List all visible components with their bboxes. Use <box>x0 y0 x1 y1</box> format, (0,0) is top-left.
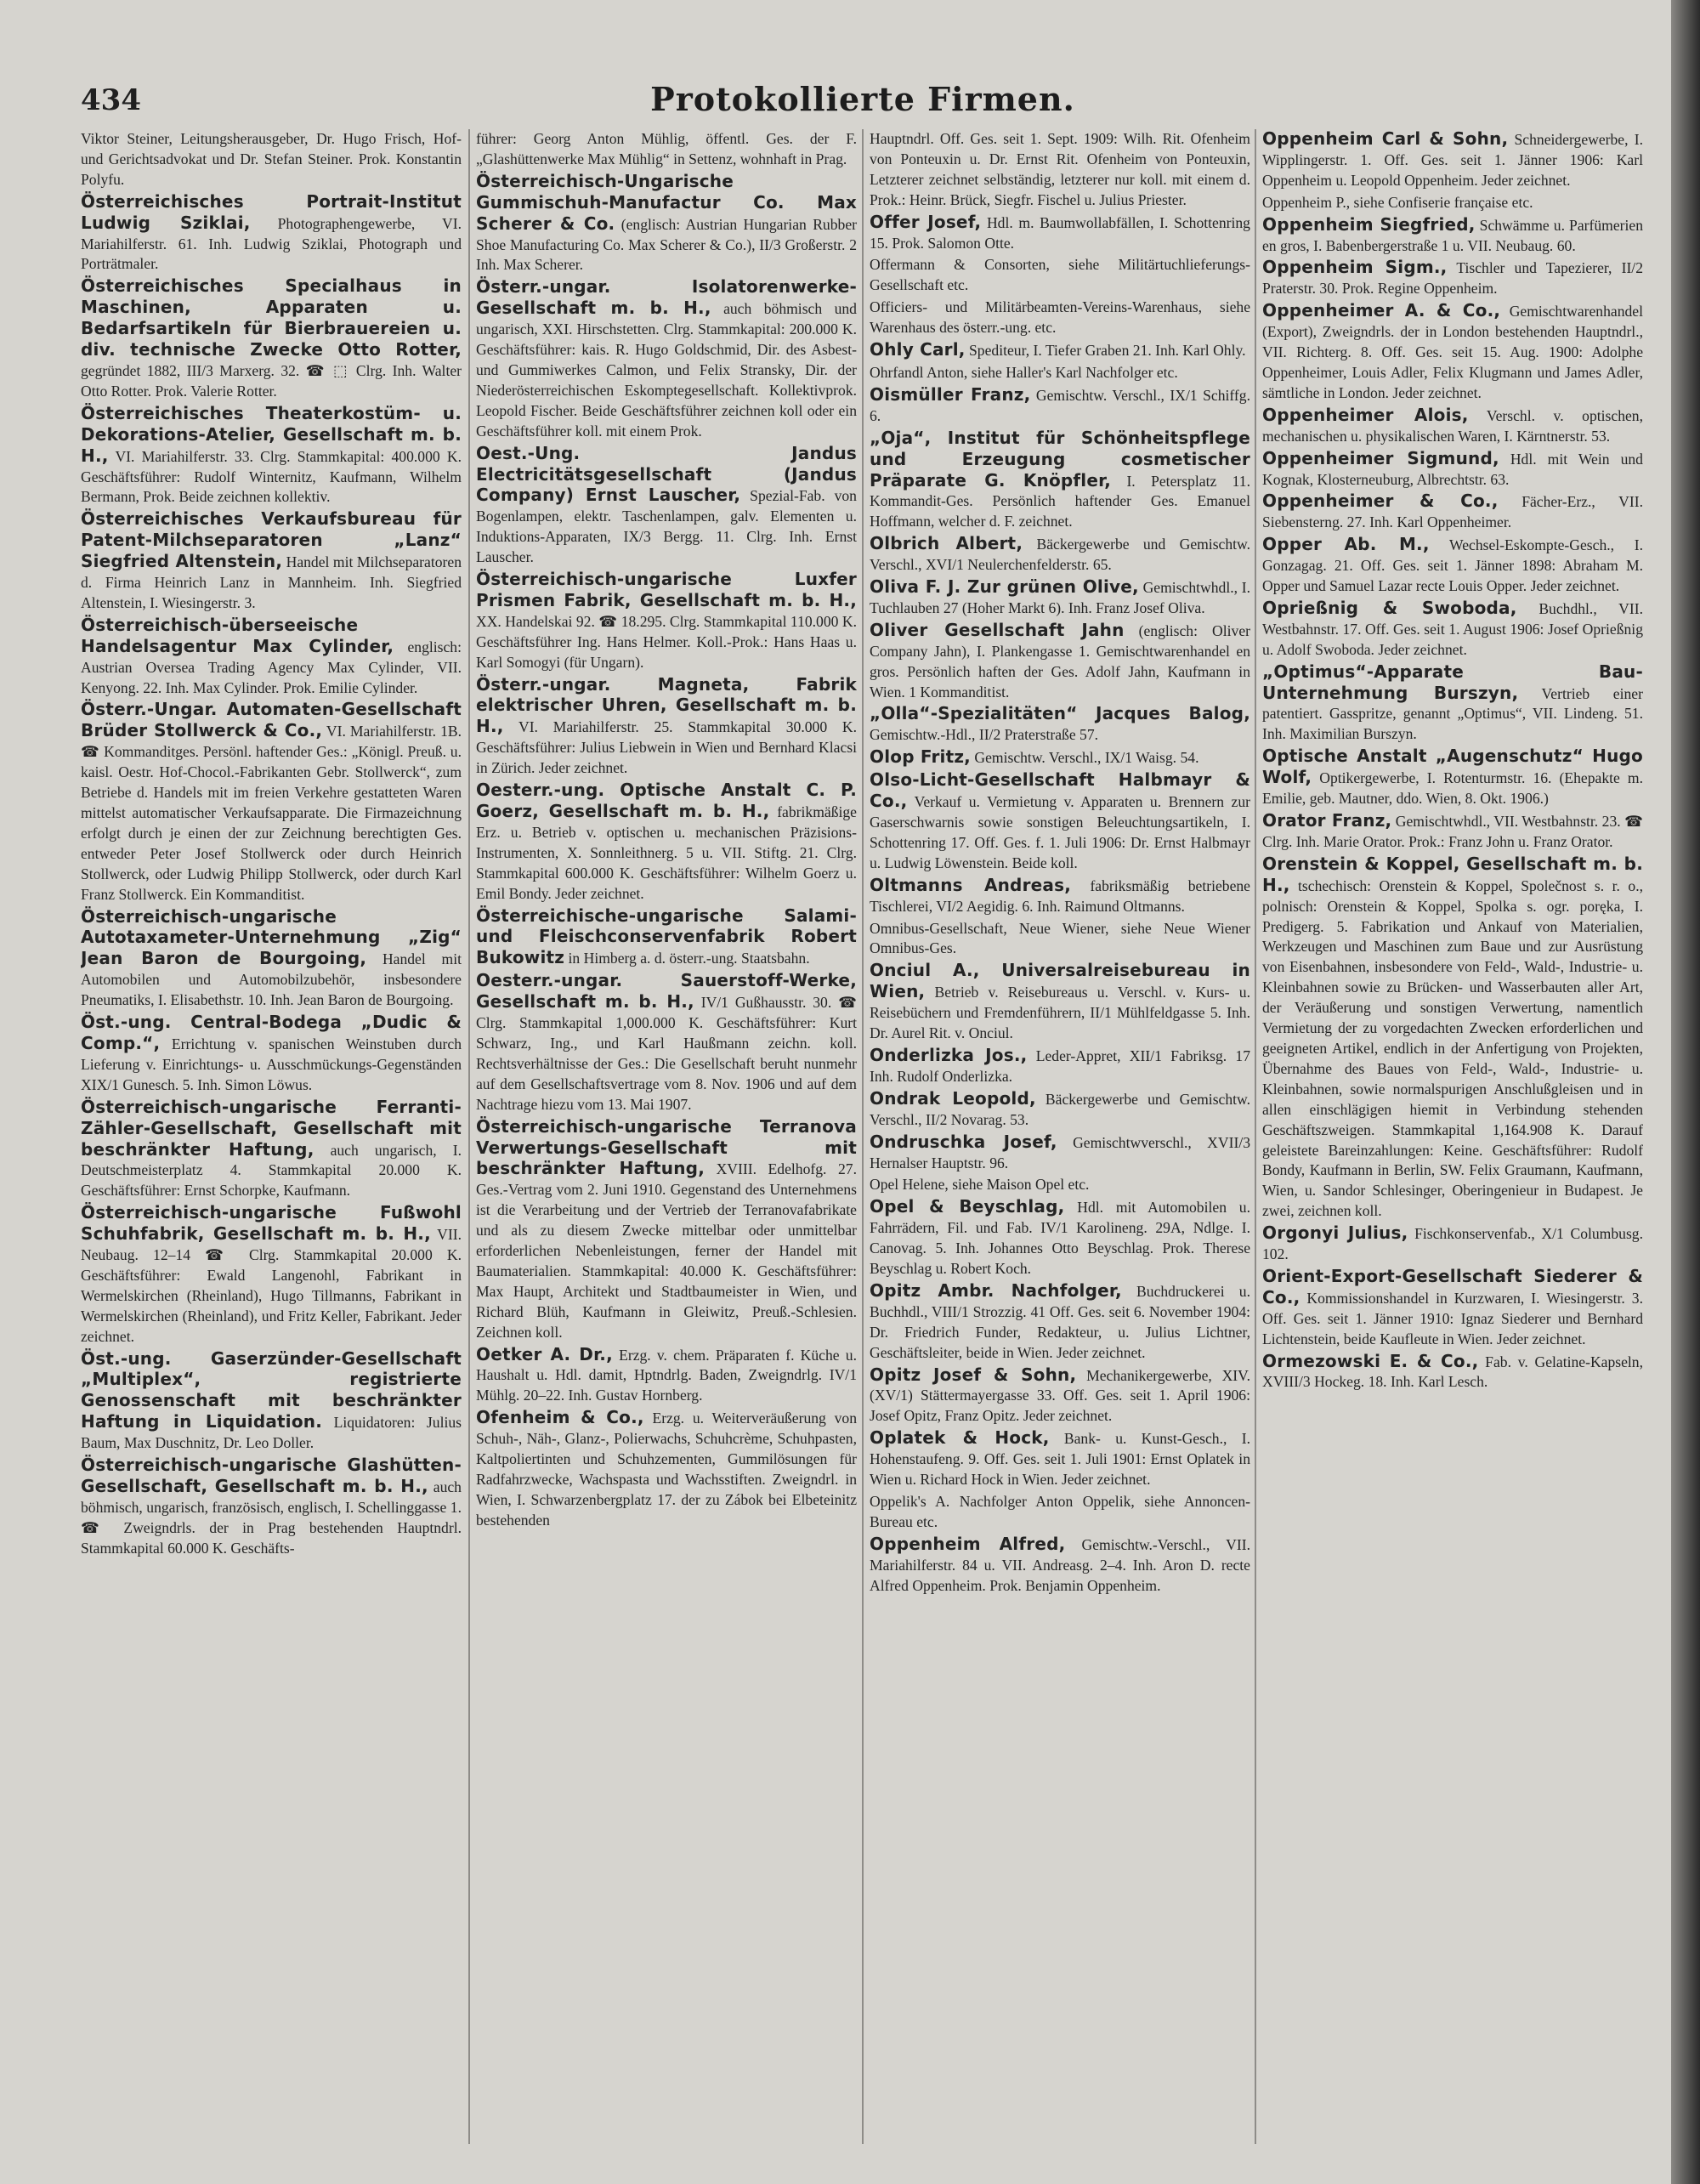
entry-text: Erzg. u. Weiterveräußerung von Schuh-, Näh-, Glanz-, Polierwachs, Schuhcrème, Schuhpasten, Kaltpoliertinten und Schuhzementen, Gummilösungen für Radfahrzwecke, Wachspasta und Wachsstiften. Zweigndrl. in Wien, I. Schwarzenbergplatz 17. der zu Zábok bei Elbeteinitz bestehenden <box>476 1410 857 1529</box>
directory-entry <box>81 907 462 1012</box>
directory-entry <box>870 428 1250 533</box>
firm-name: Onderlizka Jos., <box>870 1044 1028 1065</box>
directory-entry <box>81 1098 462 1202</box>
entry-text: (englisch: Austrian Hungarian Rubber Shoe Manufacturing Co. Max Scherer & Co.), II/3 Großerstr. 2 Inh. Max Scherer. <box>476 215 857 274</box>
firm-name: Oppenheimer Sigmund, <box>1262 447 1499 468</box>
entry-text: Spezial-Fab. von Bogenlampen, elektr. Taschenlampen, galv. Elementen u. Induktions-Apparaten, IX/3 Bergg. 11. Clrg. Inh. Ernst Lauscher. <box>476 487 857 566</box>
directory-entry <box>1262 1352 1643 1393</box>
firm-name: Oetker A. Dr., <box>476 1343 613 1364</box>
entry-text: Officiers- und Militärbeamten-Vereins-Warenhaus, siehe Warenhaus des österr.-ung. etc. <box>870 298 1250 337</box>
firm-name: Ohly Carl, <box>870 339 966 360</box>
firm-name: Orgonyi Julius, <box>1262 1222 1408 1244</box>
directory-entry <box>81 1455 462 1559</box>
firm-name: Österreichisches Theaterkostüm- u. Dekorations-Atelier, Gesellschaft m. b. H., <box>81 402 462 466</box>
entry-text: Fächer-Erz., VII. Siebensterng. 27. Inh. Karl Oppenheimer. <box>1262 493 1643 531</box>
firm-name: Österreichisch-Ungarische Gummischuh-Manufactur Co. Max Scherer & Co. <box>476 170 857 234</box>
entry-text: Gemischtw. Verschl., IX/1 Waisg. 54. <box>974 749 1199 767</box>
firm-name: Österreichisches Portrait-Institut Ludwig Sziklai, <box>81 190 462 233</box>
firm-name: Oppenheimer A. & Co., <box>1262 300 1501 321</box>
firm-name: Oismüller Franz, <box>870 383 1031 405</box>
directory-entry <box>81 192 462 275</box>
entry-text: Oppenheim P., siehe Confiserie française etc. <box>1262 193 1533 211</box>
directory-entry <box>81 276 462 401</box>
directory-entry <box>870 1132 1250 1174</box>
directory-entry <box>870 1365 1250 1427</box>
directory-entry <box>476 444 857 568</box>
directory-entry <box>1262 491 1643 533</box>
entry-text: Bäckergewerbe und Gemischtw. Verschl., II/2 Novarag. 53. <box>870 1090 1250 1128</box>
directory-entry <box>1262 449 1643 491</box>
column-3 <box>870 129 1250 2153</box>
directory-entry <box>476 1117 857 1343</box>
entry-text: Fischkonservenfab., X/1 Columbusg. 102. <box>1262 1225 1643 1263</box>
entry-text: Hauptndrl. Off. Ges. seit 1. Sept. 1909: Wilh. Rit. Ofenheim von Ponteuxin u. Dr. Ernst Rit. Ofenheim von Ponteuxin, Letzterer zeichnet selbständig, letzterer nur koll. mit einem d. Prok.: Heinr. Brück, Siegfr. Fischel u. Julius Priester. <box>870 130 1250 208</box>
firm-name: Oest.-Ung. Jandus Electricitätsgesellschaft (Jandus Company) Ernst Lauscher, <box>476 442 857 506</box>
entry-text: Gemischtwverschl., XVII/3 Hernalser Hauptstr. 96. <box>870 1133 1250 1171</box>
entry-text: Kommissionshandel in Kurzwaren, I. Wiesingerstr. 3. Off. Ges. seit 1. Jänner 1910: Ignaz Siederer und Bernhard Lichtenstein, beide Kaufleute in Wien. Jeder zeichnet. <box>1262 1289 1643 1347</box>
firm-name: Oppenheimer & Co., <box>1262 491 1499 512</box>
firm-name: Opitz Josef & Sohn, <box>870 1364 1077 1385</box>
firm-name: Oesterr.-ung. Optische Anstalt C. P. Goerz, Gesellschaft m. b. H., <box>476 780 857 821</box>
entry-text: Gemischtw. Verschl., IX/1 Schiffg. 6. <box>870 386 1250 424</box>
entry-text: Viktor Steiner, Leitungsherausgeber, Dr. Hugo Frisch, Hof- und Gerichtsadvokat und Dr. Stefan Steiner. Prok. Konstantin Polyfu. <box>81 130 462 188</box>
directory-entry <box>1262 662 1643 746</box>
entry-text: tschechisch: Orenstein & Koppel, Společnost s. r. o., polnisch: Orenstein & Koppel, Spolka s. ogr. poręka, I. Predigerg. 5. Fabrikation und Ankauf von Materialien, Werkzeugen und Maschinen zum Baue und zur Ausrüstung von Eisenbahnen, insbesondere von Feld-, Wald-, Industrie- u. Kleinbahnen sowie zu Brücken- und Wasserbauten aller Art, der Veräußerung und sonstigen Verwertung, namentlich Vermietung der zu vorgedachten Zwecken erforderlichen und geeigneten Artikel, endlich in der Anfertigung von Projekten, Übernahme des Baues von Feld-, Wald-, Industrie- u. Kleinbahnen, sowie normalspurigen Anschlußgleisen und in allen einschlägigen hiemit in Verbindung stehenden Geschäftszweigen. Stammkapital 1,164.908 K. Darauf geleistete Bareinzahlungen: Keine. Geschäftsführer: Rudolf Bondy, Kaufmann in Berlin, SW. Felix Graumann, Kaufmann, Wien, u. Sandor Schlesinger, Oberingenieur in Budapest. Je zwei, zeichnen koll. <box>1262 876 1643 1220</box>
firm-name: Ofenheim & Co., <box>476 1407 644 1428</box>
entry-text: auch böhmisch, ungarisch, französisch, englisch, I. Schellinggasse 1. ☎ Zweigndrls. der in Prag bestehenden Hauptndrl. Stammkapital 60.000 K. Geschäfts- <box>81 1478 462 1557</box>
directory-entry <box>81 615 462 699</box>
entry-text: Erzg. v. chem. Präparaten f. Küche u. Haushalt u. Hdl. damit, Hptndrlg. Baden, Zweigndrlg. IV/1 Mühlg. 20–22. Inh. Gustav Hornberg. <box>476 1346 857 1404</box>
firm-name: Opper Ab. M., <box>1262 534 1430 555</box>
column-4 <box>1262 129 1643 2153</box>
directory-entry <box>81 1203 462 1347</box>
directory-entry <box>476 971 857 1115</box>
entry-text: Gemischtwhdl., I. Tuchlauben 27 (Hoher Markt 6). Inh. Franz Josef Oliva. <box>870 579 1250 616</box>
entry-text: XX. Handelskai 92. ☎ 18.295. Clrg. Stammkapital 110.000 K. Geschäftsführer Ing. Hans Helmer. Koll.-Prok.: Hans Haas u. Karl Somogyi (für Ungarn). <box>476 612 857 671</box>
directory-entry <box>476 675 857 780</box>
directory-entry <box>1262 854 1643 1222</box>
directory-entry <box>81 129 462 190</box>
entry-text: VI. Mariahilferstr. 33. Clrg. Stammkapital: 400.000 K. Geschäftsführer: Rudolf Winternitz, Kaufmann, Wilhelm Bermann, Prok. Beide zeichnen kollektiv. <box>81 447 462 506</box>
directory-entry <box>1262 301 1643 404</box>
directory-entry <box>476 906 857 970</box>
firm-name: Österreichisches Verkaufsbureau für Patent-Milchseparatoren „Lanz“ Siegfried Altenstein, <box>81 508 462 572</box>
firm-name: Orenstein & Koppel, Gesellschaft m. b. H., <box>1262 853 1643 895</box>
directory-entry <box>870 876 1250 917</box>
directory-entry <box>870 213 1250 254</box>
directory-entry <box>1262 193 1643 213</box>
firm-name: Oesterr.-ungar. Sauerstoff-Werke, Gesellschaft m. b. H., <box>476 970 857 1013</box>
entry-text: Handel mit Automobilen und Automobilzubehör, insbesondere Pneumatiks, I. Elisabethstr. 10. Inh. Jean Baron de Bourgoing. <box>81 950 462 1009</box>
entry-text: Spediteur, I. Tiefer Graben 21. Inh. Karl Ohly. <box>969 342 1246 360</box>
directory-entry <box>476 129 857 170</box>
column-2 <box>476 129 857 2153</box>
firm-name: „Optimus“-Apparate Bau-Unternehmung Burszyn, <box>1262 661 1643 703</box>
directory-entry <box>870 577 1250 619</box>
entry-text: Wechsel-Eskompte-Gesch., I. Gonzagag. 21. Off. Ges. seit 1. Jänner 1898: Abraham M. Opper und Samuel Lazar recte Louis Opper. Jeder zeichnet. <box>1262 536 1643 595</box>
column-divider <box>862 129 864 2144</box>
entry-text: Errichtung v. spanischen Weinstuben durch Lieferung v. Einrichtungs- u. Ausschmückungs-Gegenständen XIX/1 Gunesch. 5. Inh. Simon Löwus. <box>81 1035 462 1093</box>
directory-entry <box>870 961 1250 1044</box>
firm-name: Ondrak Leopold, <box>870 1087 1036 1109</box>
firm-name: Optische Anstalt „Augenschutz“ Hugo Wolf, <box>1262 746 1643 788</box>
firm-name: Oppenheim Alfred, <box>870 1533 1066 1554</box>
entry-text: (englisch: Oliver Company Jahn), I. Plankengasse 1. Gemischtwarenhandel en gros. Persönlich haften der Ges. Adolf Jahn, Kaufmann in Wien. 1 Kommanditist. <box>870 621 1250 701</box>
firm-name: Opel & Beyschlag, <box>870 1196 1065 1217</box>
directory-entry <box>870 1428 1250 1490</box>
entry-text: Leder-Appret, XII/1 Fabriksg. 17 Inh. Rudolf Onderlizka. <box>870 1047 1250 1085</box>
directory-entry <box>1262 746 1643 809</box>
entry-text: Hdl. mit Wein und Kognak, Klosterneuburg, Albrechtstr. 63. <box>1262 450 1643 488</box>
directory-entry <box>476 1408 857 1530</box>
directory-entry <box>870 340 1250 361</box>
directory-entry <box>870 1175 1250 1195</box>
entry-text: in Himberg a. d. österr.-ung. Staatsbahn. <box>568 950 810 967</box>
entry-text: Schwämme u. Parfümerien en gros, I. Babenbergerstraße 1 u. VII. Neubaug. 60. <box>1262 216 1643 254</box>
directory-entry <box>1262 811 1643 853</box>
entry-text: Fab. v. Gelatine-Kapseln, XVIII/3 Hockeg. 18. Inh. Karl Lesch. <box>1262 1353 1643 1391</box>
entry-text: auch ungarisch, I. Deutschmeisterplatz 4. Stammkapital 20.000 K. Geschäftsführer: Ernst Schorpke, Kaufmann. <box>81 1141 462 1200</box>
entry-text: Hdl. m. Baumwollabfällen, I. Schottenring 15. Prok. Salomon Otte. <box>870 213 1250 252</box>
directory-entry <box>1262 406 1643 447</box>
directory-entry <box>870 1089 1250 1131</box>
directory-entry <box>1262 1267 1643 1350</box>
firm-name: Öst.-ung. Gaserzünder-Gesellschaft „Multiplex“, registrierte Genossenschaft mit beschränkter Haftung in Liquidation. <box>81 1347 462 1432</box>
entry-text: Mechanikergewerbe, XIV. (XV/1) Stättermayergasse 33. Off. Ges. seit 1. April 1906: Josef Opitz, Franz Opitz. Jeder zeichnet. <box>870 1366 1250 1425</box>
firm-name: Oplatek & Hock, <box>870 1427 1050 1449</box>
firm-name: „Oja“, Institut für Schönheitspflege und Erzeugung cosmetischer Präparate G. Knöpfler, <box>870 427 1250 491</box>
directory-entry <box>476 172 857 276</box>
entry-text: VII. Neubaug. 12–14 ☎ Clrg. Stammkapital 20.000 K. Geschäftsführer: Ewald Langenohl, Fabrikant in Wermelskirchen (Rheinland), Hugo Tillmanns, Fabrikant in Wermelskirchen (Rheinland), und Fritz Keller, Fabrikant. Jeder zeichnet. <box>81 1226 462 1345</box>
directory-entry <box>870 1534 1250 1597</box>
firm-name: Oltmanns Andreas, <box>870 874 1071 895</box>
column-1 <box>81 129 462 2153</box>
directory-entry <box>870 704 1250 746</box>
column-divider <box>1255 129 1256 2144</box>
directory-entry <box>870 298 1250 338</box>
entry-text: IV/1 Gußhausstr. 30. ☎ Clrg. Stammkapital 1,000.000 K. Geschäftsführer: Kurt Schwarz, Ing., und Karl Haußmann zeichn. koll. Rechtsverhältnisse der Ges.: Die Gesellschaft beruht nunmehr auf dem Gesellschaftsvertrage vom 8. Nov. 1906 und auf dem Nachtrage hiezu vom 13. Mai 1907. <box>476 994 857 1113</box>
entry-text: Verkauf u. Vermietung v. Apparaten u. Brennern zur Gaserschwarnis sowie sonstigen Beleuchtungsartikeln, I. Schottenring 17. Off. Ges. f. 1. Juli 1906: Dr. Ernst Halbmayr u. Ludwig Löwenstein. Beide koll. <box>870 793 1250 871</box>
firm-name: Österreichisch-ungarische Fußwohl Schuhfabrik, Gesellschaft m. b. H., <box>81 1202 462 1245</box>
directory-entry <box>81 1349 462 1455</box>
entry-text: Optikergewerbe, I. Rotenturmstr. 16. (Ehepakte m. Emilie, geb. Mautner, ddo. Wien, 8. Okt. 1906.) <box>1262 769 1643 808</box>
entry-text: Buchdhl., VII. Westbahnstr. 17. Off. Ges. seit 1. August 1906: Josef Oprießnig u. Adolf Swoboda. Jeder zeichnet. <box>1262 599 1643 658</box>
firm-name: Österr.-ungar. Magneta, Fabrik elektrischer Uhren, Gesellschaft m. b. H., <box>476 673 857 737</box>
firm-name: Österreichisch-ungarische Terranova Verwertungs-Gesellschaft mit beschränkter Haftung, <box>476 1115 857 1179</box>
entry-text: auch böhmisch und ungarisch, XXI. Hirschstetten. Clrg. Stammkapital: 200.000 K. Geschäftsführer: kais. R. Hugo Goldschmid, Dir. des Asbest- und Gummiwerkes Calmon, und Felix Stransky, Dir. der Niederösterreichischen Eskomptegesellschaft. Kollektivprok. Leopold Fischer. Beide Geschäftsführer zeichnen koll oder ein Geschäftsführer koll. mit einem Prok. <box>476 300 857 440</box>
entry-text: Tischler und Tapezierer, II/2 Praterstr. 30. Prok. Regine Oppenheim. <box>1262 259 1643 298</box>
firm-name: Österreichisch-ungarische Autotaxameter-Unternehmung „Zig“ Jean Baron de Bourgoing, <box>81 905 462 969</box>
directory-entry <box>1262 535 1643 597</box>
entry-text: Ohrfandl Anton, siehe Haller's Karl Nachfolger etc. <box>870 363 1178 381</box>
firm-name: Onciul A., Universalreisebureau in Wien, <box>870 960 1250 1002</box>
entry-text: Omnibus-Gesellschaft, Neue Wiener, siehe Neue Wiener Omnibus-Ges. <box>870 919 1250 957</box>
entry-text: Photographengewerbe, VI. Mariahilferstr. 61. Inh. Ludwig Sziklai, Photograph und Porträtmaler. <box>81 214 462 273</box>
directory-entry <box>870 534 1250 576</box>
directory-entry <box>81 700 462 905</box>
firm-name: Österreichische-ungarische Salami- und Fleischconservenfabrik Robert Bukowitz <box>476 905 857 968</box>
directory-entry <box>1262 258 1643 299</box>
directory-entry <box>870 129 1250 211</box>
directory-entry <box>870 255 1250 296</box>
firm-name: Opitz Ambr. Nachfolger, <box>870 1279 1122 1301</box>
firm-name: Orient-Export-Gesellschaft Siederer & Co., <box>1262 1265 1643 1308</box>
firm-name: Österreichisch-ungarische Luxfer Prismen Fabrik, Gesellschaft m. b. H., <box>476 569 857 610</box>
entry-text: VI. Mariahilferstr. 1B. ☎ Kommanditges. Persönl. haftender Ges.: „Königl. Preuß. u. kaisl. Oestr. Hof-Chocol.-Fabrikanten Gebr. Stollwerck“, zum Betriebe d. Handels mit im freien Verkehre gestatteten Waren mittelst automatischer Verkaufsapparate. Die Firmazeichnung erfolgt durch je einen der zur Zeichnung berechtigten Ges. entweder Peter Josef Stollwerck oder durch Heinrich Stollwerck, oder Ludwig Philipp Stollwerck, oder durch Karl Franz Stollwerck. Ein Kommanditist. <box>81 723 462 903</box>
entry-text: Betrieb v. Reisebureaus u. Verschl. v. Kurs- u. Reisebüchern und Fremdenführern, II/1 Mühlfeldgasse 5. Inh. Dr. Aurel Rit. v. Onciul. <box>870 984 1250 1042</box>
directory-entry <box>476 277 857 441</box>
firm-name: Öst.-ung. Central-Bodega „Dudic & Comp.“, <box>81 1012 462 1053</box>
firm-name: Österreichisch-ungarische Glashütten-Gesellschaft, Gesellschaft m. b. H., <box>81 1455 462 1496</box>
entry-text: Liquidatoren: Julius Baum, Max Duschnitz, Dr. Leo Doller. <box>81 1414 462 1452</box>
entry-text: Gemischtw.-Verschl., VII. Mariahilferstr. 84 u. VII. Andreasg. 2–4. Inh. Aron D. recte Alfred Oppenheim. Prok. Benjamin Oppenheim. <box>870 1535 1250 1594</box>
entry-text: Hdl. mit Automobilen u. Fahrrädern, Fil. und Fab. IV/1 Karolineng. 29A, Ndlge. I. Canovag. 5. Inh. Johannes Otto Beyschlag. Prok. Therese Beyschlag u. Robert Koch. <box>870 1199 1250 1278</box>
directory-entry <box>1262 1223 1643 1265</box>
entry-text: führer: Georg Anton Mühlig, öffentl. Ges. der F. „Glashüttenwerke Max Mühlig“ in Settenz, wohnhaft in Prag. <box>476 130 857 167</box>
entry-text: Schneidergewerbe, I. Wipplingerstr. 1. Off. Ges. seit 1. Jänner 1906: Karl Oppenheim u. Leopold Oppenheim. Jeder zeichnet. <box>1262 131 1643 189</box>
firm-name: Österr.-Ungar. Automaten-Gesellschaft Brüder Stollwerck & Co., <box>81 699 462 741</box>
firm-name: Oppenheim Carl & Sohn, <box>1262 129 1509 149</box>
entry-text: XVIII. Edelhofg. 27. Ges.-Vertrag vom 2. Juni 1910. Gegenstand des Unternehmens ist die Verarbeitung und der Vertrieb der Terranovafabrikate und als zu diesem Zwecke mittelbar oder unmittelbar erforderlichen Nebenleistungen, ferner der Handel mit Baumaterialien. Stammkapital: 40.000 K. Geschäftsführer: Max Haupt, Architekt und Stadtbaumeister in Wien, und Richard Blüh, Kaufmann in Gleiwitz, Preuß.-Schlesien. Zeichnen koll. <box>476 1160 857 1341</box>
page-header <box>81 78 1645 121</box>
directory-entry <box>476 780 857 904</box>
firm-name: Österreichisches Specialhaus in Maschinen, Apparaten u. Bedarfsartikeln für Bierbrauereien u. div. technische Zwecke Otto Rotter, <box>81 275 462 360</box>
directory-entry <box>81 404 462 508</box>
firm-name: Olbrich Albert, <box>870 533 1023 554</box>
entry-text: Opel Helene, siehe Maison Opel etc. <box>870 1176 1090 1194</box>
directory-entry <box>870 385 1250 427</box>
entry-text: I. Petersplatz 11. Kommandit-Ges. Persönlich haftender Ges. Emanuel Hoffmann, welcher d. F. zeichnet. <box>870 472 1250 530</box>
directory-entry <box>81 1013 462 1096</box>
firm-name: Oliver Gesellschaft Jahn <box>870 619 1125 640</box>
directory-entry <box>1262 598 1643 661</box>
firm-name: Österreichisch-überseeische Handelsagentur Max Cylinder, <box>81 614 394 656</box>
entry-text: Bank- u. Kunst-Gesch., I. Hohenstaufeng. 9. Off. Ges. seit 1. Juli 1901: Ernst Oplatek in Wien u. Richard Hock in Wien. Jeder zeichnet. <box>870 1430 1250 1489</box>
firm-name: Oprießnig & Swoboda, <box>1262 597 1517 618</box>
entry-text: Handel mit Milchseparatoren d. Firma Heinrich Lanz in Mannheim. Inh. Siegfried Altenstein, I. Wiesingerstr. 3. <box>81 553 462 611</box>
directory-entry <box>870 770 1250 874</box>
firm-name: Olso-Licht-Gesellschaft Halbmayr & Co., <box>870 769 1250 812</box>
running-title: Protokollierte Firmen. <box>650 80 1075 118</box>
firm-name: Orator Franz, <box>1262 810 1392 831</box>
directory-entry <box>81 509 462 614</box>
directory-entry <box>870 919 1250 960</box>
directory-entry <box>476 1345 857 1407</box>
firm-name: Olop Fritz, <box>870 746 971 768</box>
column-divider <box>468 129 470 2144</box>
directory-entry <box>870 363 1250 383</box>
entry-text: Bäckergewerbe und Gemischtw. Verschl., XVI/1 Neulerchenfelderstr. 65. <box>870 536 1250 574</box>
firm-name: Ondruschka Josef, <box>870 1131 1057 1152</box>
directory-entry <box>870 1046 1250 1087</box>
entry-text: Offermann & Consorten, siehe Militärtuchlieferungs-Gesellschaft etc. <box>870 256 1250 294</box>
entry-text: gegründet 1882, III/3 Marxerg. 32. ☎ ⬚ Clrg. Inh. Walter Otto Rotter. Prok. Valerie Rotter. <box>81 361 462 400</box>
firm-name: Oppenheim Siegfried, <box>1262 213 1476 235</box>
entry-text: Vertrieb einer patentiert. Gasspritze, genannt „Optimus“, VII. Lindeng. 51. Inh. Maximilian Burszyn. <box>1262 684 1643 743</box>
directory-entry <box>1262 215 1643 257</box>
firm-name: Oppenheimer Alois, <box>1262 404 1469 425</box>
firm-name: Ormezowski E. & Co., <box>1262 1350 1479 1371</box>
entry-text: Oppelik's A. Nachfolger Anton Oppelik, siehe Annoncen-Bureau etc. <box>870 1493 1250 1530</box>
entry-text: VI. Mariahilferstr. 25. Stammkapital 30.000 K. Geschäftsführer: Julius Liebwein in Wien und Bernhard Klacsi in Zürich. Jeder zeichnet. <box>476 718 857 777</box>
directory-entry <box>1262 129 1643 191</box>
firm-name: Offer Josef, <box>870 211 982 232</box>
entry-text: fabrikmäßige Erz. u. Betrieb v. optischen u. mechanischen Präzisions-Instrumenten, X. Sonnleithnerg. 5 u. VII. Stiftg. 21. Clrg. Stammkapital 600.000 K. Geschäftsführer: Wilhelm Goerz u. Emil Bondy. Jeder zeichnet. <box>476 803 857 902</box>
firm-name: Oliva F. J. Zur grünen Olive, <box>870 576 1139 598</box>
directory-entry <box>870 1281 1250 1364</box>
firm-name: „Olla“-Spezialitäten“ Jacques Balog, <box>870 703 1250 724</box>
directory-entry <box>870 747 1250 769</box>
entry-text: Gemischtwhdl., VII. Westbahnstr. 23. ☎ Clrg. Inh. Marie Orator. Prok.: Franz John u. Franz Orator. <box>1262 813 1643 850</box>
firm-name: Oppenheim Sigm., <box>1262 257 1448 278</box>
entry-text: Gemischtw.-Hdl., II/2 Praterstraße 57. <box>870 726 1099 744</box>
directory-entry <box>870 1492 1250 1533</box>
entry-text: fabriksmäßig betriebene Tischlerei, VI/2 Aegidig. 6. Inh. Raimund Oltmanns. <box>870 876 1250 915</box>
page-number: 434 <box>81 83 141 117</box>
directory-entry <box>870 1197 1250 1279</box>
entry-text: englisch: Austrian Oversea Trading Agency Max Cylinder, VII. Kenyong. 22. Inh. Max Cylinder. Prok. Emilie Cylinder. <box>81 638 462 696</box>
directory-entry <box>870 621 1250 703</box>
entry-text: Buchdruckerei u. Buchhdl., VIII/1 Strozzig. 41 Off. Ges. seit 6. November 1904: Dr. Friedrich Funder, Redakteur, u. Julius Lichtner, Geschäftsleiter, beide in Wien. Jeder zeichnet. <box>870 1282 1250 1361</box>
firm-name: Österreichisch-ungarische Ferranti-Zähler-Gesellschaft, Gesellschaft mit beschränkter Haftung, <box>81 1096 462 1160</box>
entry-text: Gemischtwarenhandel (Export), Zweigndrls. der in London bestehenden Hauptndrl., VII. Richterg. 8. Off. Ges. seit 15. Aug. 1900: Adolphe Oppenheimer, Louis Adler, Felix Klugmann und James Adler, sämtliche in London. Jeder zeichnet. <box>1262 303 1643 401</box>
directory-entry <box>476 570 857 673</box>
entry-text: Verschl. v. optischen, mechanischen u. physikalischen Waren, I. Kärntnerstr. 53. <box>1262 406 1643 445</box>
firm-name: Österr.-ungar. Isolatorenwerke-Gesellschaft m. b. H., <box>476 276 857 319</box>
